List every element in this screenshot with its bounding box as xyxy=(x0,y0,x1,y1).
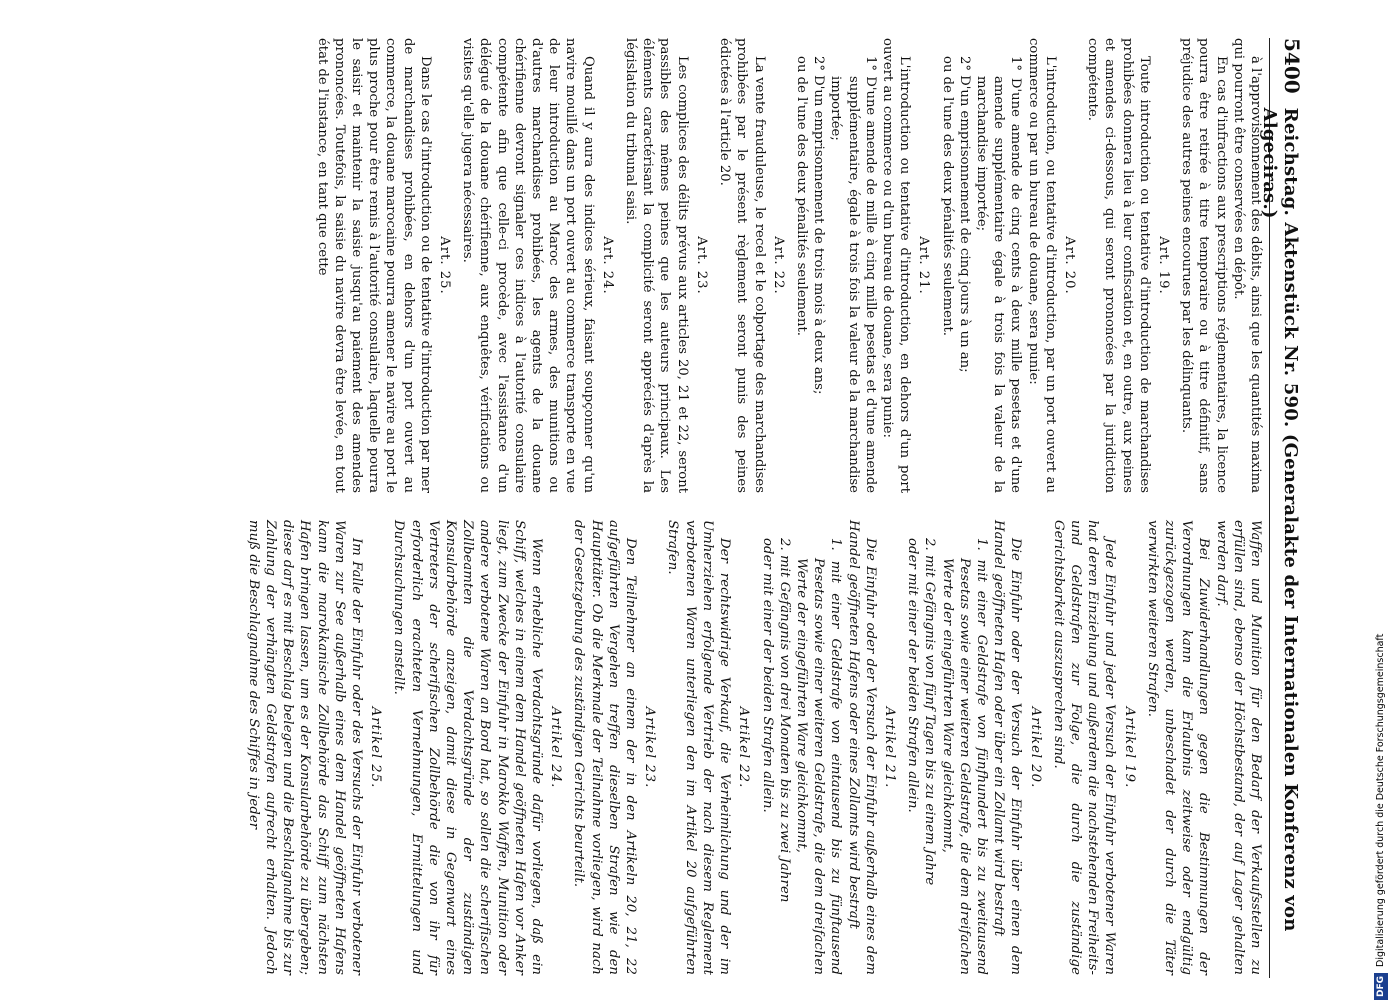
penalty-item: 2° D'un emprisonnement de trois mois à deux ans; xyxy=(811,56,827,395)
paragraph: En cas d'infractions aux prescriptions réglementaires, la licence pourra être retirée à titre temporaire ou à titre définitif, sans préjudice des autres peines encourues par les délinquants. xyxy=(1179,38,1229,493)
article-heading: Art. 22. xyxy=(770,236,786,295)
paragraph: L'introduction ou tentative d'introduction, en dehors d'un port ouvert au commerce ou d'un bureau de douane, sera punie: xyxy=(879,38,913,493)
article-heading: Art. 24. xyxy=(599,236,615,295)
paragraph: Toute introduction ou tentative d'introduction de marchandises prohibées donnera lieu à leur confiscation et, en outre, aux peines et amendes ci-dessous, qui seront prononcées par la juridiction compétente. xyxy=(1085,38,1152,493)
penalty-item: 1° D'une amende de cinq cents à deux mille pesetas et d'une amende supplémentaire égale à trois fois la valeur de la marchandise importée; xyxy=(973,56,1024,493)
article-heading: Artikel 24. xyxy=(548,706,564,789)
article-heading: Art. 21. xyxy=(916,236,932,295)
penalty-item: 2. mit Gefängnis von drei Monaten bis zu zwei Jahren xyxy=(776,538,792,903)
paragraph: Der rechtswidrige Verkauf, die Verheimlichung und der im Umherziehen erfolgende Vertrieb der nach diesem Reglement verbotenen Waren unterliegen den im Artikel 20 aufgeführten Strafen. xyxy=(665,520,733,975)
paragraph: ou de l'une des deux pénalités seulement. xyxy=(939,56,955,336)
penalty-item: 1. mit einer Geldstrafe von eintausend bis zu fünftausend Pesetas sowie einer weiteren Geldstrafe, die dem dreifachen Werte der eingeführten Ware gleichkommt, xyxy=(793,538,844,975)
article-heading: Art. 19. xyxy=(1155,236,1171,295)
paragraph: oder mit einer der beiden Strafen allein. xyxy=(759,538,775,813)
paragraph: Bei Zuwiderhandlungen gegen die Bestimmungen der Verordnungen kann die Erlaubnis zeitweise oder endgültig zurückgezogen werden, unbeschadet der durch die Täter verwirkten weiteren Strafen. xyxy=(1144,520,1212,975)
article-heading: Art. 20. xyxy=(1061,236,1077,295)
credit-text: Digitalisierung gefördert durch die Deutsche Forschungsgemeinschaft xyxy=(1375,633,1386,967)
paragraph: L'introduction, ou tentative d'introduction, par un port ouvert au commerce ou par un bureau de douane, sera punie: xyxy=(1025,38,1058,493)
paragraph: Die Einfuhr oder der Versuch der Einfuhr außerhalb eines dem Handel geöffneten Hafens oder eines Zollamts wird bestraft xyxy=(845,520,878,975)
paragraph: Im Falle der Einfuhr oder des Versuchs der Einfuhr verbotener Waren zur See außerhalb eines dem Handel geöffneten Hafens kann die marokkanische Zollbehörde das Schiff zum nächsten Hafen bringen lassen, um es der Konsularbehörde zu übergeben; diese darf es mit Beschlag belegen und die Beschlagnahme bis zur Zahlung der verhängten Geldstrafen aufrecht erhalten. Jedoch muß die Beschlagnahme des Schiffes in jeder xyxy=(245,520,365,975)
page-header xyxy=(1259,38,1304,978)
paragraph: La vente frauduleuse, le recel et le colportage des marchandises prohibées par le présent règlement seront punis des peines édictées à l'article 20. xyxy=(717,38,767,493)
paragraph: Den Teilnehmer an einem der in den Artikeln 20, 21, 22 aufgeführten Vergehen treffen dieselben Strafen wie den Haupttäter. Ob die Merkmale der Teilnahme vorliegen, wird nach der Gesetzgebung des zuständigen Gerichts beurteilt. xyxy=(571,520,639,975)
paragraph: Die Einfuhr oder der Versuch der Einfuhr über einen dem Handel geöffneten Hafen oder über ein Zollamt wird bestraft xyxy=(991,520,1024,975)
paragraph: Quand il y aura des indices sérieux, faisant soupçonner qu'un navire mouillé dans un port ouvert au commerce transporte en vue de leur introduction au Maroc des armes, des munitions ou d'autres marchandises prohibées, les agents de la douane chérifienne devront signaler ces indices à l'autorité consulaire compétente afin que celle-ci procède, avec l'assistance d'un délégué de la douane chérifienne, aux enquêtes, vérifications ou visites qu'elle jugera nécessaires. xyxy=(460,38,596,493)
penalty-item: 2° D'un emprisonnement de cinq jours à un an; xyxy=(956,56,972,373)
french-text-column xyxy=(313,38,1264,493)
article-heading: Artikel 23. xyxy=(642,706,658,789)
article-heading: Art. 23. xyxy=(693,236,709,295)
paragraph: Waffen und Munition für den Bedarf der Verkaufsstellen zu erfüllen sind, ebenso der Höchstbestand, der auf Lager gehalten werden darf. xyxy=(1213,520,1263,975)
digitization-credit xyxy=(1374,0,1388,1000)
article-heading: Artikel 21. xyxy=(881,706,897,789)
article-heading: Artikel 19. xyxy=(1121,706,1137,789)
paragraph: Les complices des délits prévus aux articles 20, 21 et 22, seront passibles des mêmes peines que les auteurs principaux. Les éléments caractérisant la complicité seront appréciés d'après la législation du tribunal saisi. xyxy=(623,38,690,493)
paragraph: ou de l'une des deux pénalités seulement. xyxy=(793,56,809,336)
german-text-column xyxy=(245,520,1264,975)
article-heading: Artikel 20. xyxy=(1027,706,1043,789)
penalty-item: 1. mit einer Geldstrafe von fünfhundert bis zu zweitausend Pesetas sowie einer weiteren Geldstrafe, die dem dreifachen Werte der eingeführten Ware gleichkommt, xyxy=(939,538,989,975)
page-number: 5400 xyxy=(1280,38,1304,94)
paragraph: Wenn erhebliche Verdachtsgründe dafür vorliegen, daß ein Schiff, welches in einem dem Handel geöffneten Hafen vor Anker liegt, zum Zwecke der Einfuhr in Marokko Waffen, Munition oder andere verbotene Waren an Bord hat, so sollen die scherifischen Zollbeamten die Verdachtsgründe der zuständigen Konsularbehörde anzeigen, damit diese in Gegenwart eines Vertreters der scherifischen Zollbehörde die von ihr für erforderlich erachteten Vernehmungen, Ermittelungen und Durchsuchungen anstellt. xyxy=(391,520,545,975)
penalty-item: 1° D'une amende de mille à cinq mille pesetas et d'une amende supplémentaire, égale à trois fois la valeur de la marchandise importée; xyxy=(828,56,878,493)
article-heading: Artikel 22. xyxy=(736,706,752,789)
paragraph: Jede Einfuhr und jeder Versuch der Einfuhr verbotener Waren hat deren Einziehung und außerdem die nachstehenden Freiheits- und Geldstrafen zur Folge, die durch die zuständige Gerichtsbarkeit auszusprechen sind. xyxy=(1050,520,1118,975)
paragraph: Dans le cas d'introduction ou de tentative d'introduction par mer de marchandises prohibées, en dehors d'un port ouvert au commerce, la douane marocaine pourra amener le navire au port le plus proche pour être remis à l'autorité consulaire, laquelle pourra le saisir et maintenir la saisie jusqu'au paiement des amendes prononcées. Toutefois, la saisie du navire devra être levée, en tout état de l'instance, en tant que cette xyxy=(314,38,433,493)
dfg-logo: DFG xyxy=(1374,973,1388,1000)
penalty-item: 2. mit Gefängnis von fünf Tagen bis zu einem Jahre xyxy=(922,538,938,886)
paragraph: à l'approvisionnement des débits, ainsi que les quantités maxima qui pourront être conservées en dépôt. xyxy=(1230,38,1263,493)
paragraph: oder mit einer der beiden Strafen allein. xyxy=(905,538,921,813)
article-heading: Art. 25. xyxy=(437,236,453,295)
page-title: Reichstag. Aktenstück Nr. 590. (Generalakte der Internationalen Konferenz von Algeciras.) xyxy=(1259,107,1301,932)
article-heading: Artikel 25. xyxy=(368,706,384,789)
